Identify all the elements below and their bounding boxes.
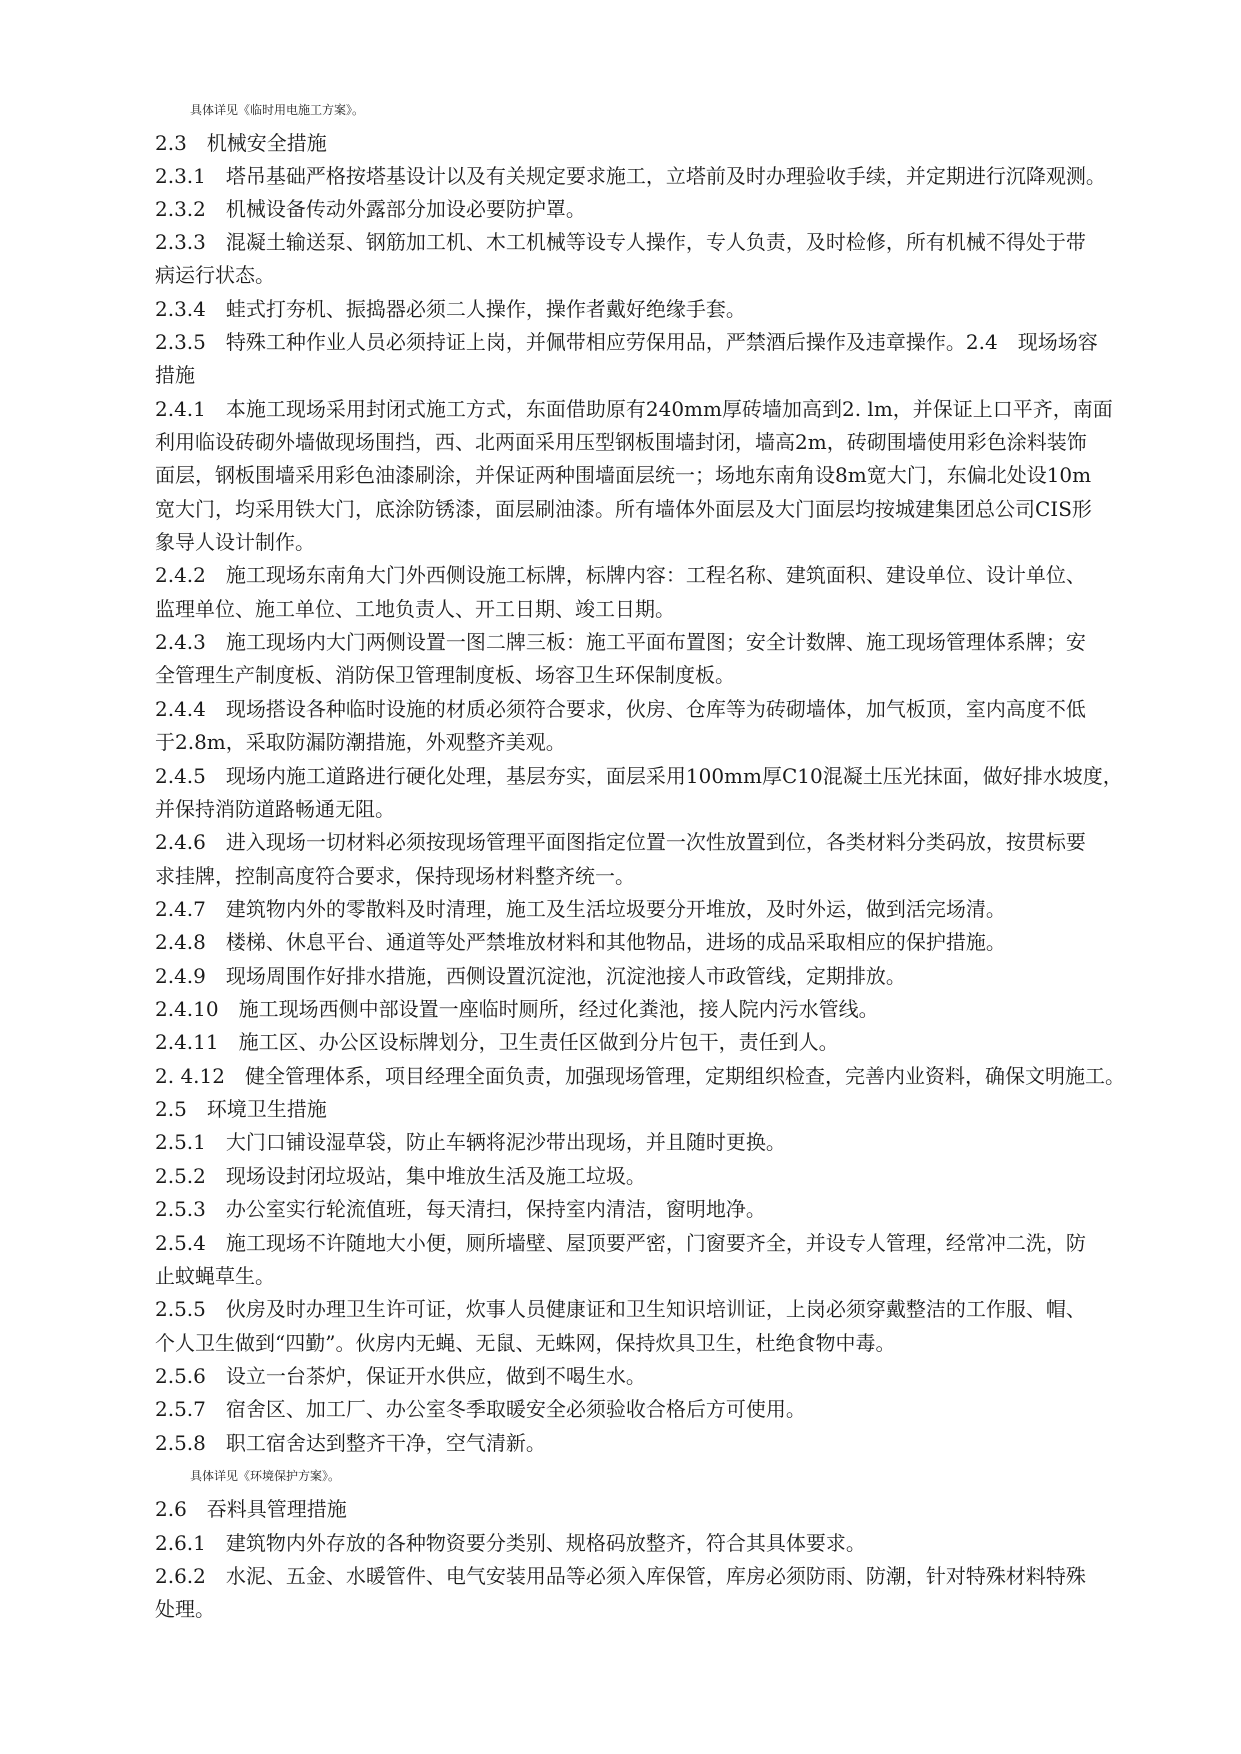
text-line: 2.4.6 进入现场一切材料必须按现场管理平面图指定位置一次性放置到位，各类材料分类码放，按贯标要 [155, 830, 1086, 854]
text-line: 2.4.2 施工现场东南角大门外西侧设施工标牌，标牌内容：工程名称、建筑面积、建设单位、设计单位、 [155, 563, 1086, 587]
text-line: 2.5.6 设立一台茶炉，保证开水供应，做到不喝生水。 [155, 1364, 646, 1388]
text-line: 2.3.1 塔吊基础严格按塔基设计以及有关规定要求施工，立塔前及时办理验收手续，并定期进行沉降观测。 [155, 164, 1106, 188]
text-line: 2.4.8 楼梯、休息平台、通道等处严禁堆放材料和其他物品，进场的成品采取相应的保护措施。 [155, 930, 1006, 954]
text-line: 2.5.2 现场设封闭垃圾站，集中堆放生活及施工垃圾。 [155, 1164, 646, 1188]
text-line: 宽大门，均采用铁大门，底涂防锈漆，面层刷油漆。所有墙体外面层及大门面层均按城建集团总公司CIS形 [155, 497, 1092, 521]
text-line: 具体详见《环境保护方案》。 [190, 1469, 341, 1483]
text-line: 个人卫生做到“四勤”。伙房内无蝇、无鼠、无蛛网，保持炊具卫生，杜绝食物中毒。 [155, 1331, 896, 1355]
text-line: 2.4.9 现场周围作好排水措施，西侧设置沉淀池，沉淀池接人市政管线，定期排放。 [155, 964, 906, 988]
text-line: 监理单位、施工单位、工地负责人、开工日期、竣工日期。 [155, 597, 675, 621]
text-line: 于2.8m，采取防漏防潮措施，外观整齐美观。 [155, 730, 566, 754]
text-line: 止蚊蝇草生。 [155, 1264, 275, 1288]
text-line: 2.4.4 现场搭设各种临时设施的材质必须符合要求，伙房、仓库等为砖砌墙体，加气板顶，室内高度不低 [155, 697, 1086, 721]
text-line: 2.5.1 大门口铺设湿草袋，防止车辆将泥沙带出现场，并且随时更换。 [155, 1130, 786, 1154]
text-line: 2.3.2 机械设备传动外露部分加设必要防护罩。 [155, 197, 586, 221]
text-line: 2.5.8 职工宿舍达到整齐干净，空气清新。 [155, 1431, 546, 1455]
text-line: 象导人设计制作。 [155, 530, 315, 554]
text-line: 2.5.7 宿舍区、加工厂、办公室冬季取暖安全必须验收合格后方可使用。 [155, 1397, 806, 1421]
text-line: 2.4.1 本施工现场采用封闭式施工方式，东面借助原有240mm厚砖墙加高到2. lm，并保证上口平齐，南面 [155, 397, 1113, 421]
text-line: 2.5.4 施工现场不许随地大小便，厕所墙壁、屋顶要严密，门窗要齐全，并设专人管理，经常冲二洗，防 [155, 1231, 1086, 1255]
text-line: 2.3.3 混凝土输送泵、钢筋加工机、木工机械等设专人操作，专人负责，及时检修，所有机械不得处于带 [155, 230, 1086, 254]
text-line: 2.6.2 水泥、五金、水暖管件、电气安装用品等必须入库保管，库房必须防雨、防潮，针对特殊材料特殊 [155, 1564, 1086, 1588]
text-line: 2.3.4 蛙式打夯机、振捣器必须二人操作，操作者戴好绝缘手套。 [155, 297, 746, 321]
text-line: 2.4.3 施工现场内大门两侧设置一图二牌三板：施工平面布置图；安全计数牌、施工现场管理体系牌；安 [155, 630, 1086, 654]
text-line: 2. 4.12 健全管理体系，项目经理全面负责，加强现场管理，定期组织检查，完善内业资料，确保文明施工。 [155, 1064, 1125, 1088]
text-line: 求挂牌，控制高度符合要求，保持现场材料整齐统一。 [155, 864, 635, 888]
section-heading: 2.6 吞料具管理措施 [155, 1497, 347, 1521]
text-line: 2.6.1 建筑物内外存放的各种物资要分类别、规格码放整齐，符合其具体要求。 [155, 1531, 866, 1555]
text-line: 2.4.11 施工区、办公区设标牌划分，卫生责任区做到分片包干，责任到人。 [155, 1030, 839, 1054]
text-line: 并保持消防道路畅通无阻。 [155, 797, 395, 821]
text-line: 2.4.7 建筑物内外的零散料及时清理，施工及生活垃圾要分开堆放，及时外运，做到活完场清。 [155, 897, 1006, 921]
text-line: 措施 [155, 363, 195, 387]
text-line: 2.5.5 伙房及时办理卫生许可证，炊事人员健康证和卫生知识培训证，上岗必须穿戴整洁的工作服、帽、 [155, 1297, 1086, 1321]
text-line: 2.4.10 施工现场西侧中部设置一座临时厕所，经过化粪池，接人院内污水管线。 [155, 997, 879, 1021]
text-line: 2.5.3 办公室实行轮流值班，每天清扫，保持室内清洁，窗明地净。 [155, 1197, 766, 1221]
section-heading: 2.5 环境卫生措施 [155, 1097, 327, 1121]
text-line: 利用临设砖砌外墙做现场围挡，西、北两面采用压型钢板围墙封闭，墙高2m，砖砌围墙使用彩色涂料装饰 [155, 430, 1087, 454]
text-line: 具体详见《临时用电施工方案》。 [190, 103, 365, 117]
text-line: 全管理生产制度板、消防保卫管理制度板、场容卫生环保制度板。 [155, 663, 735, 687]
section-heading: 2.3 机械安全措施 [155, 131, 327, 155]
text-line: 2.4.5 现场内施工道路进行硬化处理，基层夯实，面层采用100mm厚C10混凝土压光抹面，做好排水坡度， [155, 764, 1123, 788]
text-line: 面层，钢板围墙采用彩色油漆刷涂，并保证两种围墙面层统一；场地东南角设8m宽大门，东偏北处设10m [155, 463, 1092, 487]
text-line: 2.3.5 特殊工种作业人员必须持证上岗，并佩带相应劳保用品，严禁酒后操作及违章操作。2.4 现场场容 [155, 330, 1098, 354]
text-line: 病运行状态。 [155, 263, 275, 287]
text-line: 处理。 [155, 1597, 215, 1621]
